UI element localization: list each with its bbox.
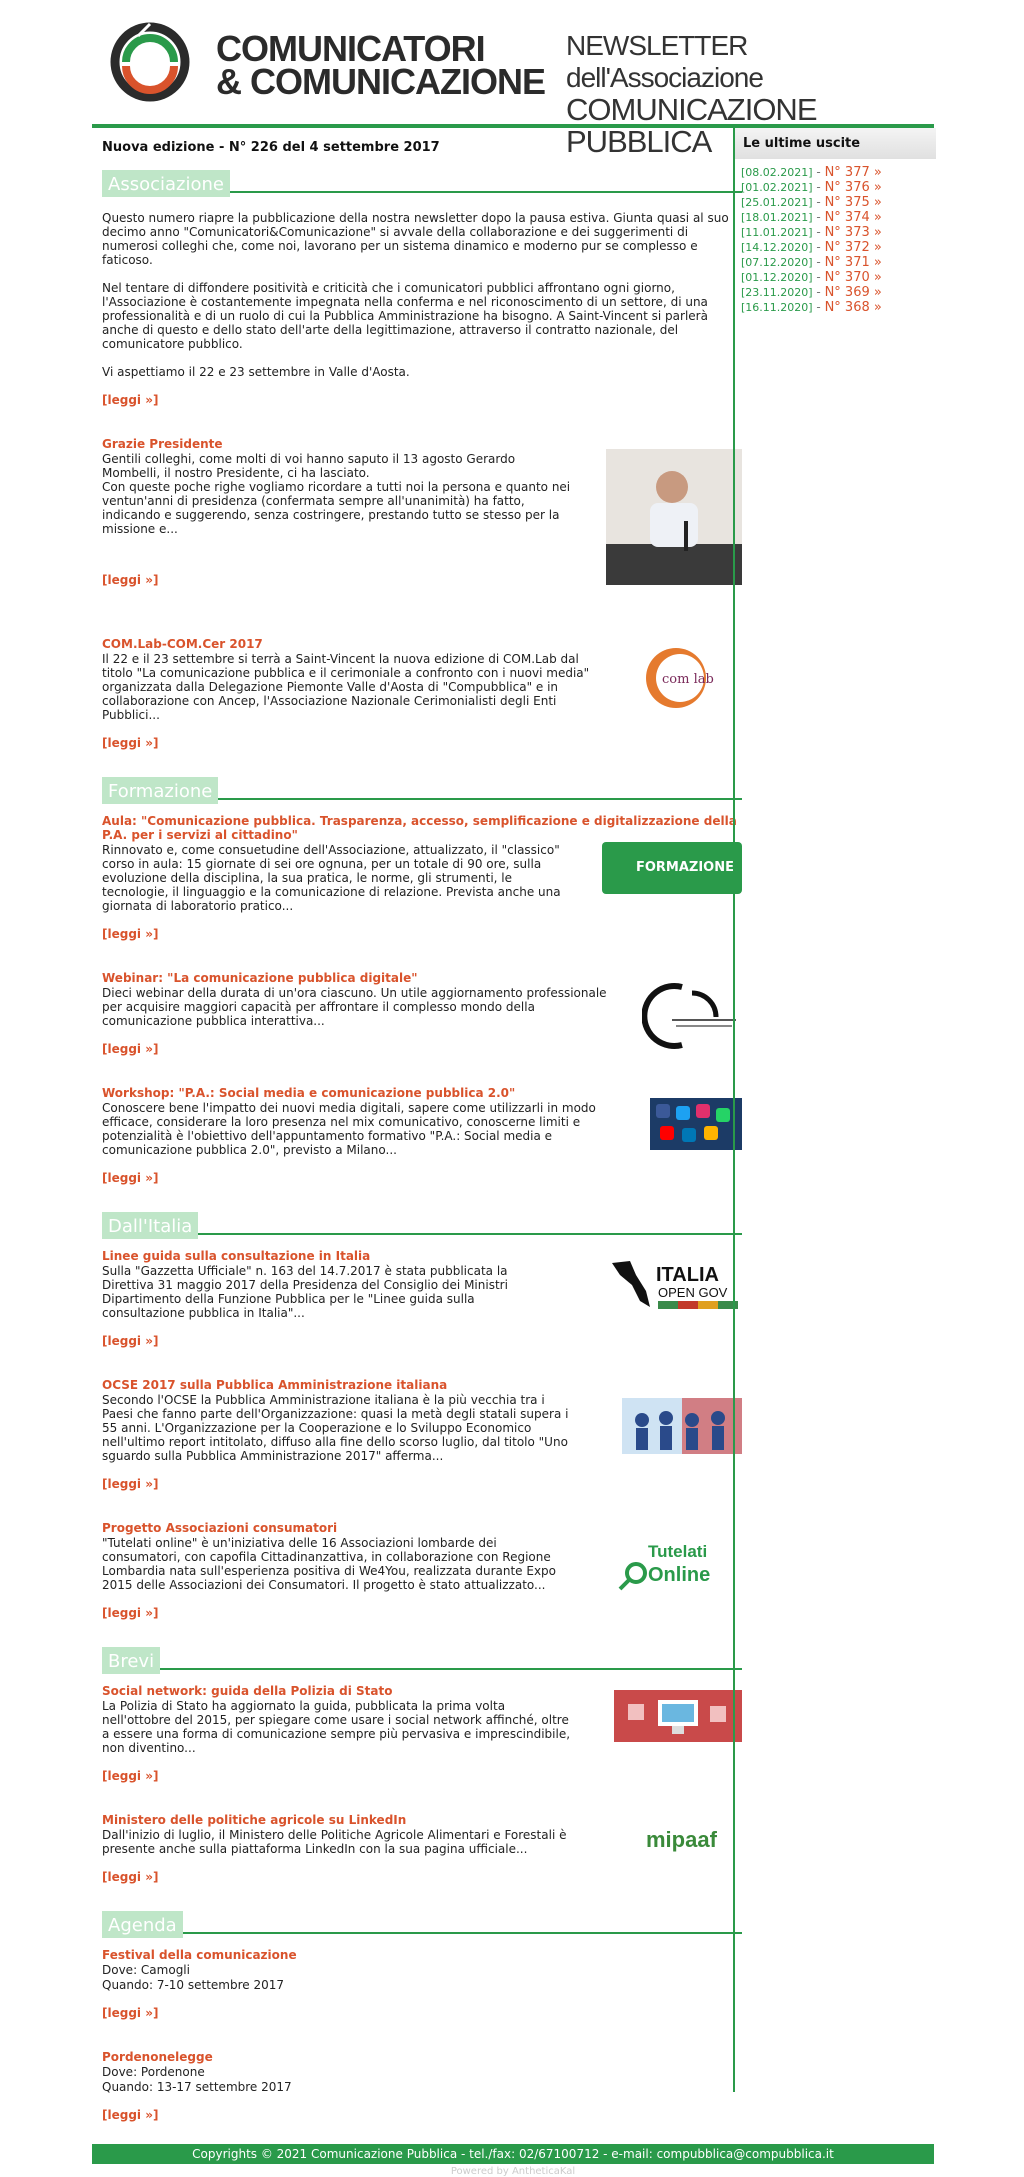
brand-logo-text[interactable]: COMUNICATORI & COMUNICAZIONE bbox=[216, 28, 545, 102]
article-text: Gentili colleghi, come molti di voi hanno saputo il 13 agosto Gerardo Mombelli, il nostro Presidente, ci ha lasciato. Con queste poche righe vogliamo ricordare a tutti noi la persona e quanto nei ventun'anni di presidenza (confermata sempre all'unanimità) ha fatto, indicando e suggerendo, senza costringere, prestando tutto se stesso per la missione e... bbox=[102, 452, 571, 536]
sidebar bbox=[733, 128, 936, 2092]
footer: Copyrights © 2021 Comunicazione Pubblica - tel./fax: 02/67100712 - e-mail: compubblica@compubblica.it bbox=[92, 2144, 934, 2164]
article-title[interactable]: Aula: "Comunicazione pubblica. Trasparenza, accesso, semplificazione e digitalizzazione della P.A. per i servizi al cittadino" bbox=[102, 814, 737, 842]
article-title[interactable]: Progetto Associazioni consumatori bbox=[102, 1521, 338, 1535]
newsletter-title: NEWSLETTER dell'Associazione COMUNICAZIONE PUBBLICA bbox=[566, 30, 817, 159]
article-ocse bbox=[102, 1378, 742, 1463]
sidebar-list bbox=[735, 159, 936, 321]
section-italia: Dall'Italia bbox=[102, 1209, 742, 1239]
article-text: Sulla "Gazzetta Ufficiale" n. 163 del 14.7.2017 è stata pubblicata la Direttiva 31 maggio 2017 della Presidenza del Consiglio dei Ministri Dipartimento della Funzione Pubblica per le "Linee guida sulla consultazione pubblica in Italia"... bbox=[102, 1264, 508, 1320]
italia-open-gov-logo[interactable] bbox=[606, 1257, 742, 1313]
leggi-link[interactable]: [leggi »] bbox=[102, 573, 159, 587]
article-grazie bbox=[102, 437, 742, 573]
powered-by: Powered by AntheticaKal bbox=[450, 2166, 576, 2177]
agenda-festival bbox=[102, 1948, 742, 1992]
leggi-link[interactable]: [leggi »] bbox=[102, 2108, 159, 2122]
italia-logo-text: ITALIA bbox=[656, 1264, 719, 1286]
article-text: Conoscere bene l'impatto dei nuovi media digitali, sapere come utilizzarli in modo efficace, considerare la loro presenza nel mix comunicativo, conoscerne limiti e potenzialità è l'obiettivo dell'appuntamento formativo "P.A.: Social media e comunicazione pubblica 2.0", previsto a Milano... bbox=[102, 1101, 596, 1157]
article-title[interactable]: Linee guida sulla consultazione in Italia bbox=[102, 1249, 371, 1263]
online-logo-text: Online bbox=[648, 1564, 711, 1586]
agenda-when: Quando: 13-17 settembre 2017 bbox=[102, 2080, 292, 2094]
leggi-link[interactable]: [leggi »] bbox=[102, 2006, 159, 2020]
agenda-title[interactable]: Festival della comunicazione bbox=[102, 1948, 297, 1962]
article-title[interactable]: Ministero delle politiche agricole su LinkedIn bbox=[102, 1813, 407, 1827]
intro: Questo numero riapre la pubblicazione della nostra newsletter dopo la pausa estiva. Giunta quasi al suo decimo anno "Comunicatori&Comunicazione" si avvale della collaborazione e dei suggerimenti di numerosi colleghi che, come noi, lavorano per un sistema dinamico e moderno pur se complesso e faticoso. Nel tentare di diffondere positività e criticità che i comunicatori pubblici affrontano ogni giorno, l'Associazione è costantemente impegnata nella conferma e nel riconoscimento di un settore, di una professionalità e di un ruolo di cui la Pubblica Amministrazione ha bisogno. A Saint-Vincent si parlerà anche di questo e dello stato dell'arte della legittimazione, attraverso il contratto nazionale, del comunicatore pubblico. Vi aspettiamo il 22 e 23 settembre in Valle d'Aosta. bbox=[102, 211, 729, 379]
leggi-link[interactable]: [leggi »] bbox=[102, 1870, 159, 1884]
article-title[interactable]: Social network: guida della Polizia di Stato bbox=[102, 1684, 393, 1698]
section-formazione: Formazione bbox=[102, 774, 742, 804]
leggi-link[interactable]: [leggi »] bbox=[102, 1042, 159, 1056]
formazione-2017-badge[interactable]: FORMAZIONE 2017 bbox=[602, 842, 742, 894]
open-gov-logo-text: OPEN GOV bbox=[658, 1285, 728, 1300]
article-text: Secondo l'OCSE la Pubblica Amministrazione italiana è la più vecchia tra i Paesi che fanno parte dell'Organizzazione: quasi la metà degli statali supera i 55 anni. L'Organizzazione per la Cooperazione e lo Sviluppo Economico nell'ultimo report intitolato, diffuso alla fine dello scorso luglio, dal titolo "Uno sguardo sulla Pubblica Amministrazione 2017" afferma... bbox=[102, 1393, 569, 1463]
article-aula bbox=[102, 814, 742, 927]
social-media-thumbnail[interactable] bbox=[650, 1098, 742, 1150]
article-text: Dall'inizio di luglio, il Ministero delle Politiche Agricole Alimentari e Forestali è presente anche sulla piattaforma LinkedIn con la sua pagina ufficiale... bbox=[102, 1828, 567, 1856]
article-title[interactable]: OCSE 2017 sulla Pubblica Amministrazione italiana bbox=[102, 1378, 448, 1392]
social-network-thumbnail[interactable] bbox=[614, 1690, 742, 1742]
leggi-link[interactable]: [leggi »] bbox=[102, 1606, 159, 1620]
leggi-link[interactable]: [leggi »] bbox=[102, 393, 159, 407]
article-title[interactable]: Webinar: "La comunicazione pubblica digitale" bbox=[102, 971, 418, 985]
leggi-link[interactable]: [leggi »] bbox=[102, 927, 159, 941]
article-webinar bbox=[102, 971, 742, 1028]
sidebar-item[interactable]: [01.12.2020] - N° 370 » bbox=[741, 270, 882, 285]
section-brevi: Brevi bbox=[102, 1644, 742, 1674]
sidebar-item[interactable]: [08.02.2021] - N° 377 » bbox=[741, 165, 882, 180]
tutelati-logo-text: Tutelati bbox=[648, 1542, 708, 1561]
compubblica-logo[interactable] bbox=[642, 981, 742, 1051]
sidebar-item[interactable]: [25.01.2021] - N° 375 » bbox=[741, 195, 882, 210]
article-ministero bbox=[102, 1813, 742, 1856]
article-text: Il 22 e il 23 settembre si terrà a Saint-Vincent la nuova edizione di COM.Lab dal titolo "La comunicazione pubblica e il cerimoniale a confronto con i nuovi media" organizzata dalla Delegazione Piemonte Valle d'Aosta di "Compubblica" e in collaborazione con Ancep, l'Associazione Nazionale Cerimonialisti degli Enti Pubblici... bbox=[102, 652, 590, 722]
sidebar-item[interactable]: [11.01.2021] - N° 373 » bbox=[741, 225, 882, 240]
article-progetto bbox=[102, 1521, 742, 1592]
agenda-when: Quando: 7-10 settembre 2017 bbox=[102, 1978, 285, 1992]
article-social bbox=[102, 1684, 742, 1755]
agenda-title[interactable]: Pordenonelegge bbox=[102, 2050, 213, 2064]
ocse-thumbnail[interactable] bbox=[622, 1398, 742, 1454]
leggi-link[interactable]: [leggi »] bbox=[102, 1769, 159, 1783]
article-text: "Tutelati online" è un'iniziativa delle 16 Associazioni lombarde dei consumatori, con capofila Cittadinanzattiva, in collaborazione con Regione Lombardia nata sull'esperienza positiva di We4You, realizzata durante Expo 2015 delle Associazioni dei Consumatori. Il progetto è stato attualizzato... bbox=[102, 1536, 557, 1592]
logo-ring-icon bbox=[110, 22, 190, 102]
comlab-logo-text: com lab bbox=[662, 672, 714, 687]
edition-title: Nuova edizione - N° 226 del 4 settembre 2017 bbox=[102, 140, 440, 155]
mipaaf-logo-text: mipaaf bbox=[646, 1827, 717, 1852]
article-title[interactable]: Workshop: "P.A.: Social media e comunicazione pubblica 2.0" bbox=[102, 1086, 516, 1100]
leggi-link[interactable]: [leggi »] bbox=[102, 736, 159, 750]
article-title[interactable]: Grazie Presidente bbox=[102, 437, 223, 451]
section-associazione: Associazione bbox=[102, 167, 742, 197]
agenda-where: Dove: Camogli bbox=[102, 1963, 190, 1977]
sidebar-item[interactable]: [16.11.2020] - N° 368 » bbox=[741, 300, 882, 315]
mipaaf-logo[interactable] bbox=[644, 1825, 734, 1855]
article-title[interactable]: COM.Lab-COM.Cer 2017 bbox=[102, 637, 263, 651]
article-comlab bbox=[102, 637, 742, 722]
leggi-link[interactable]: [leggi »] bbox=[102, 1171, 159, 1185]
leggi-link[interactable]: [leggi »] bbox=[102, 1334, 159, 1348]
article-text: Rinnovato e, come consuetudine dell'Associazione, attualizzato, il "classico" corso in aula: 15 giornate di sei ore ognuna, per un totale di 90 ore, sulla evoluzione della disciplina, la sua pratica, le norme, gli strumenti, le tecnologie, il linguaggio e la comunicazione di relazione. Prevista anche una giornata di laboratorio pratico... bbox=[102, 843, 561, 913]
article-linee-guida bbox=[102, 1249, 742, 1320]
sidebar-item[interactable]: [18.01.2021] - N° 374 » bbox=[741, 210, 882, 225]
article-text: Dieci webinar della durata di un'ora ciascuno. Un utile aggiornamento professionale per acquisire maggiori capacità per affrontare il complesso mondo della comunicazione pubblica interattiva... bbox=[102, 986, 607, 1028]
tutelati-online-logo[interactable] bbox=[618, 1537, 742, 1593]
sidebar-item[interactable]: [01.02.2021] - N° 376 » bbox=[741, 180, 882, 195]
sidebar-title: Le ultime uscite bbox=[735, 128, 936, 159]
sidebar-item[interactable]: [23.11.2020] - N° 369 » bbox=[741, 285, 882, 300]
main-content bbox=[92, 128, 742, 2122]
comlab-logo[interactable] bbox=[646, 645, 736, 711]
article-workshop bbox=[102, 1086, 742, 1157]
leggi-link[interactable]: [leggi »] bbox=[102, 1477, 159, 1491]
sidebar-item[interactable]: [14.12.2020] - N° 372 » bbox=[741, 240, 882, 255]
photo-thumbnail[interactable] bbox=[606, 449, 742, 585]
agenda-pordenone bbox=[102, 2050, 742, 2094]
section-agenda: Agenda bbox=[102, 1908, 742, 1938]
agenda-where: Dove: Pordenone bbox=[102, 2065, 205, 2079]
sidebar-item[interactable]: [07.12.2020] - N° 371 » bbox=[741, 255, 882, 270]
article-text: La Polizia di Stato ha aggiornato la guida, pubblicata la prima volta nell'ottobre del 2015, per spiegare come usare i social network affinché, oltre a essere una forma di comunicazione sempre più pervasiva e imprescindibile, non diventino... bbox=[102, 1699, 571, 1755]
